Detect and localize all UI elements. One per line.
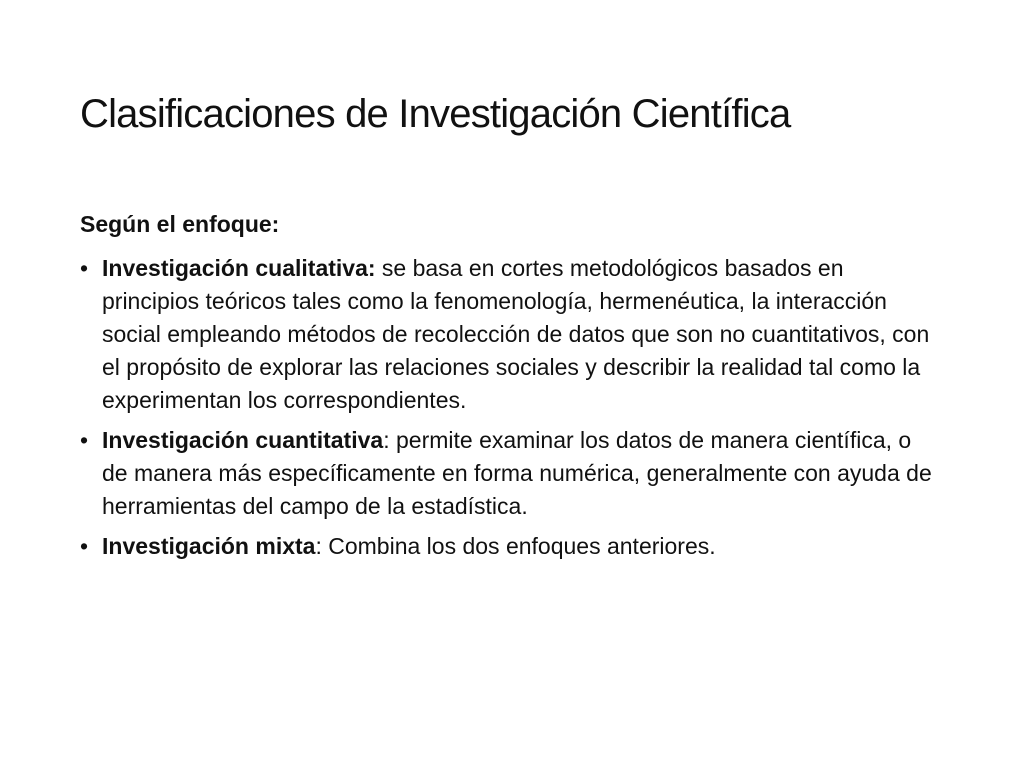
bullet-term: Investigación mixta [102, 533, 316, 559]
bullet-list [80, 252, 940, 563]
bullet-item-cuantitativa [80, 424, 940, 523]
bullet-text: : permite examinar los datos de manera científica, o de manera más específicamente en forma numérica, generalmente con ayuda de herramientas del campo de la estadística. [102, 427, 932, 519]
bullet-text: : Combina los dos enfoques anteriores. [315, 533, 716, 559]
bullet-term: Investigación cuantitativa [102, 427, 384, 453]
bullet-text: se basa en cortes metodológicos basados en principios teóricos tales como la fenomenología, hermenéutica, la interacción social empleando métodos de recolección de datos que son no cuantitativos, con el propósito de explorar las relaciones sociales y describir la realidad tal como la experimentan los correspondientes. [102, 255, 930, 413]
slide-content [80, 208, 940, 570]
bullet-icon: • [80, 427, 89, 453]
section-heading: Según el enfoque: [80, 211, 280, 237]
bullet-item-cualitativa [80, 252, 940, 417]
bullet-icon: • [80, 533, 89, 559]
slide-title: Clasificaciones de Investigación Científica [80, 92, 791, 136]
bullet-icon: • [80, 255, 89, 281]
bullet-term: Investigación cualitativa: [102, 255, 376, 281]
bullet-item-mixta [80, 530, 940, 563]
